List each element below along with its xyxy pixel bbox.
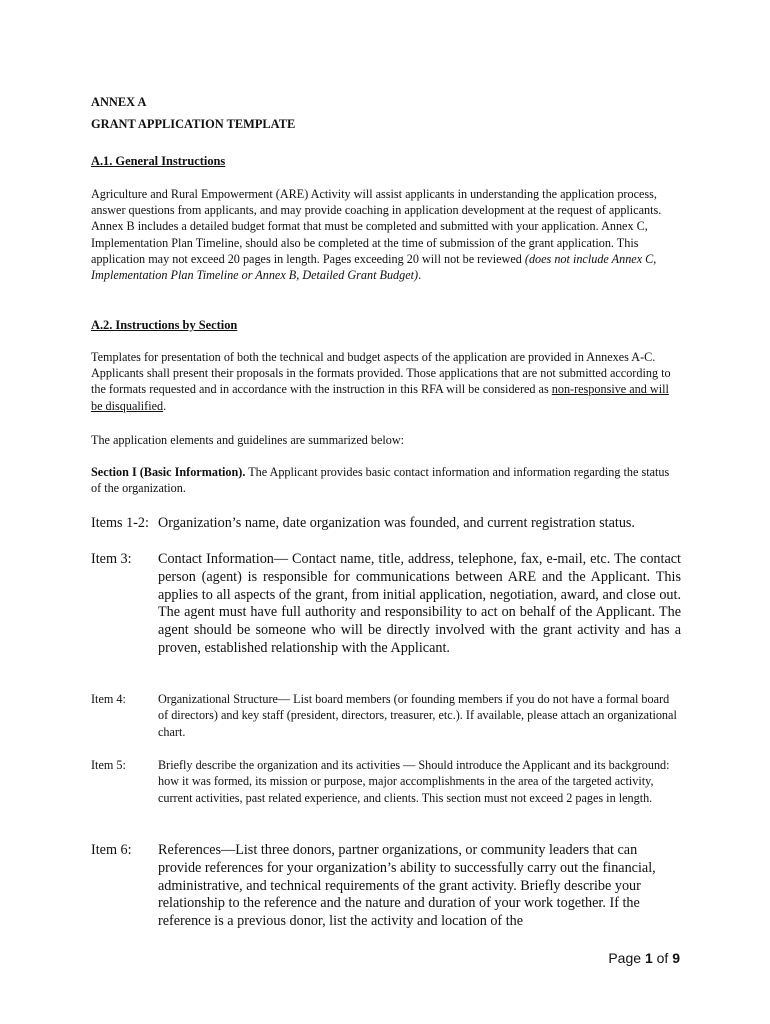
item-4-text: Organizational Structure— List board members (or founding members if you do not have a formal board of directors) and key staff (president, directors, treasurer, etc.). If available, please attach an organizational chart.	[158, 692, 677, 739]
item-4-label: Item 4:	[91, 692, 126, 706]
page-footer	[608, 950, 680, 966]
total-pages-number: 9	[672, 950, 680, 966]
section-a1-heading: A.1. General Instructions	[91, 154, 226, 168]
document-title: GRANT APPLICATION TEMPLATE	[91, 117, 296, 131]
item-1-2-label: Items 1-2:	[91, 515, 149, 531]
section-a1-end: .	[418, 268, 422, 283]
item-6-label: Item 6:	[91, 842, 132, 858]
section-a2-end: .	[163, 398, 167, 413]
summary-line: The application elements and guidelines are summarized below:	[91, 433, 405, 447]
section-a2-heading: A.2. Instructions by Section	[91, 318, 238, 332]
item-3-label: Item 3:	[91, 551, 132, 567]
of-word: of	[652, 950, 673, 966]
section-a2-paragraph	[91, 349, 679, 414]
current-page-number: 1	[644, 950, 653, 966]
annex-label: ANNEX A	[91, 95, 147, 109]
item-5-label: Item 5:	[91, 758, 126, 772]
section-a2-text: Templates for presentation of both the technical and budget aspects of the application are provided in Annexes A-C. Applicants shall present their proposals in the formats provided. Those applications that are not submitted according to the formats requested and in accordance with the instruction in this RFA will be considered as	[91, 350, 671, 397]
item-3-text: Contact Information— Contact name, title, address, telephone, fax, e-mail, etc. The contact person (agent) is responsible for communications between ARE and the Applicant. This applies to all aspects of the grant, from initial application, negotiation, award, and close out. The agent must have full authority and responsibility to act on behalf of the Applicant. The agent should be someone who will be directly involved with the grant activity and has a proven, established relationship with the Applicant.	[158, 551, 681, 656]
item-1-2-text: Organization’s name, date organization was founded, and current registration status.	[158, 515, 635, 531]
section-i-paragraph	[91, 464, 679, 496]
section-a2-disqualified-note: non-responsive and will be disqualified	[91, 382, 669, 413]
item-5-text: Briefly describe the organization and its activities — Should introduce the Applicant and its background: how it was formed, its mission or purpose, major accomplishments in the area of the targeted activity, current activities, past related experience, and clients. This section must not exceed 2 pages in length.	[158, 758, 670, 805]
page-word: Page	[608, 950, 645, 966]
section-a1-paragraph	[91, 186, 679, 283]
section-a1-text: Agriculture and Rural Empowerment (ARE) Activity will assist applicants in understanding the application process, answer questions from applicants, and may provide coaching in application development at the request of applicants. Annex B includes a detailed budget format that must be completed and submitted with your application. Annex C, Implementation Plan Timeline, should also be completed at the time of submission of the grant application. This application may not exceed 20 pages in length. Pages exceeding 20 will not be reviewed	[91, 187, 662, 266]
item-6-text: References—List three donors, partner organizations, or community leaders that can provide references for your organization’s ability to successfully carry out the financial, administrative, and technical requirements of the grant activity. Briefly describe your relationship to the reference and the nature and duration of your work together. If the reference is a previous donor, list the activity and location of the	[158, 842, 656, 930]
section-a1-italic-note: (does not include Annex C, Implementation Plan Timeline or Annex B, Detailed Grant Budget)	[91, 251, 657, 283]
section-i-heading: Section I (Basic Information).	[91, 465, 246, 479]
section-i-text: The Applicant provides basic contact information and information regarding the status of the organization.	[91, 465, 670, 496]
